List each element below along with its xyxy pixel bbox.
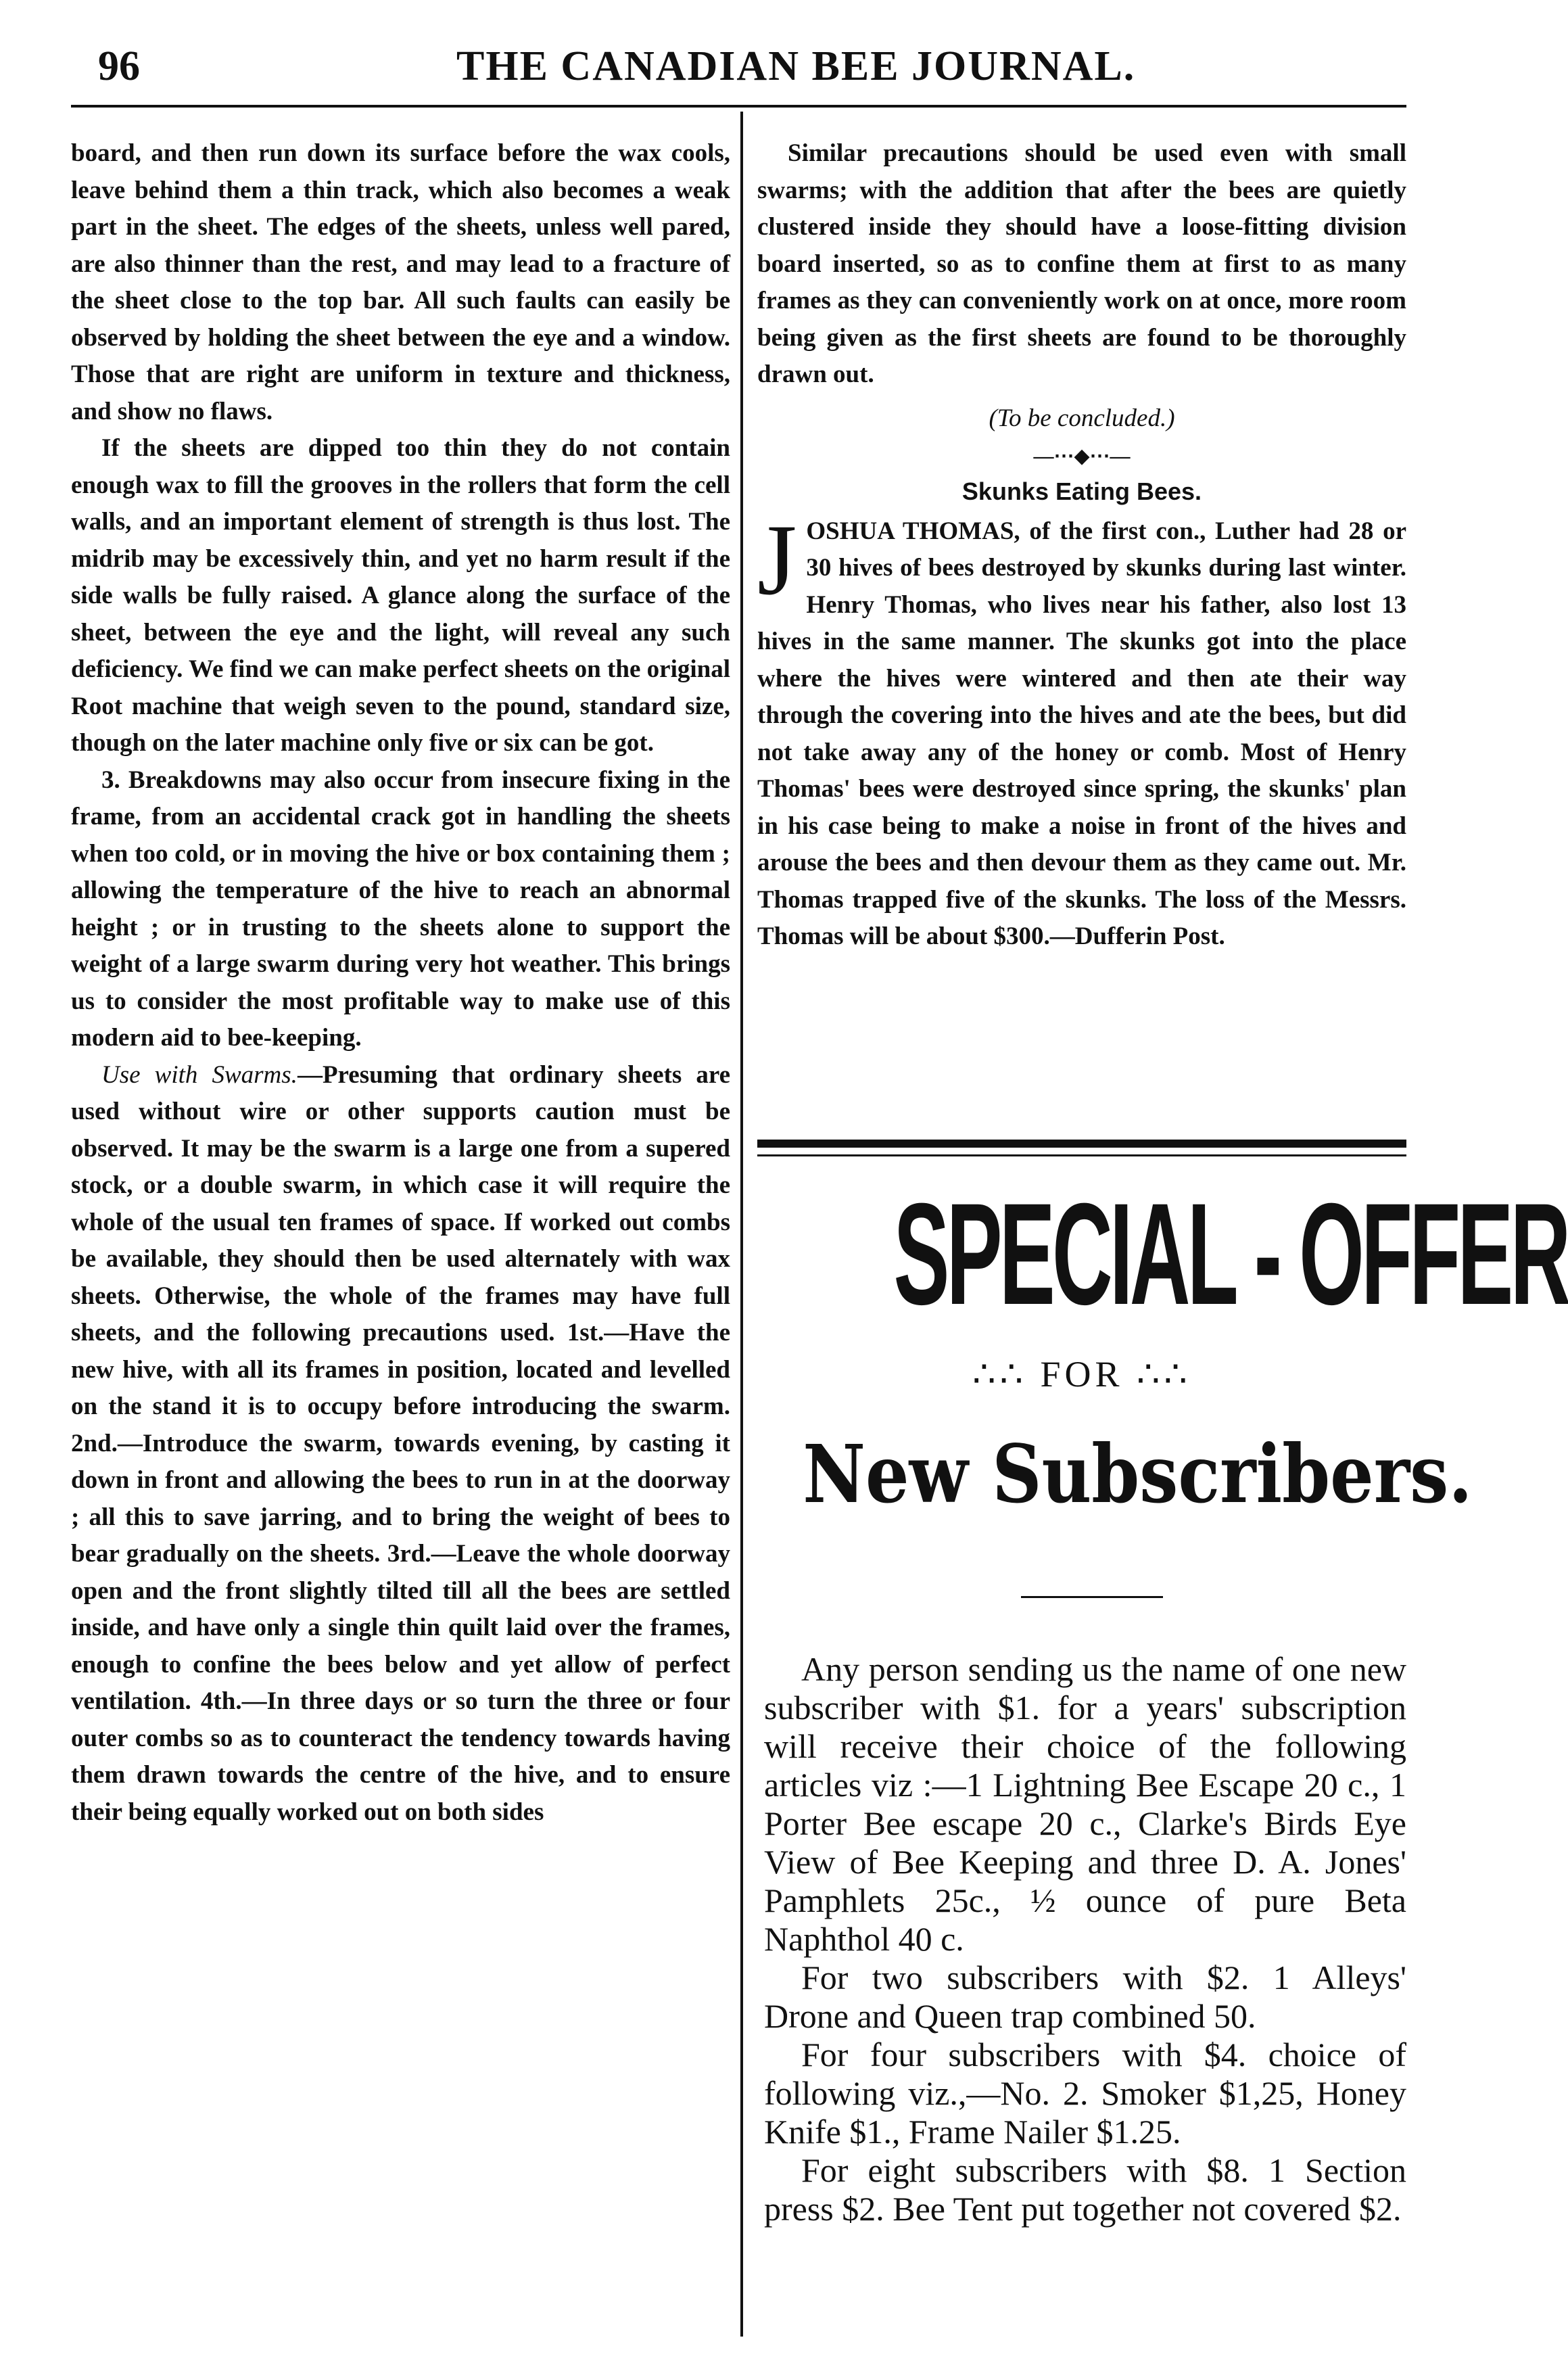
ad-rule-thick [757, 1140, 1406, 1148]
page-header [57, 37, 1410, 105]
ad-body [764, 1650, 1406, 2228]
left-paragraph-2: If the sheets are dipped too thin they do not contain enough wax to fill the grooves in the rollers that form the cell walls, and an important element of strength is thus lost. The midrib may be excessively thin, and yet no harm result if the side walls be fully raised. A glance along the surface of the sheet, between the eye and the light, will reveal any such deficiency. We find we can make perfect sheets on the original Root machine that weigh seven to the pound, standard size, though on the later machine only five or six can be got. [71, 434, 730, 757]
drop-cap: J [757, 503, 797, 616]
left-paragraph-4-text: —Presuming that ordinary sheets are used without wire or other supports caution must be observed. It may be the swarm is a large one from a supered stock, or a double swarm, in which case it will require the whole of the usual ten frames of space. If worked out combs be available, they should then be used alternately with wax sheets. Otherwise, the whole of the frames may have full sheets, and the following precautions used. 1st.—Have the new hive, with all its frames in position, located and levelled on the stand it is to occupy before introducing the swarm. 2nd.—Introduce the swarm, towards evening, by casting it down in front and allowing the bees to run in at the doorway ; all this to save jarring, and to bring the weight of bees to bear gradually on the sheets. 3rd.—Leave the whole doorway open and the front slightly tilted till all the bees are settled inside, and have only a single thin quilt laid over the frames, enough to confine the bees below and yet allow of perfect ventilation. 4th.—In three days or so turn the three or four outer combs so as to counteract the tendency towards having them drawn towards the centre of the hive, and to ensure their being equally worked out on both sides [71, 1060, 730, 1826]
article-body: , of the first con., Luther had 28 or 30 hives of bees destroyed by skunks during last winter. Henry Thomas, who lives near his father, also lost 13 hives in the same manner. The skunks got into the place where the hives were wintered and then ate their way through the covering into the hives and ate the bees, but did not take away any of the honey or comb. Most of Henry Thomas' bees were destroyed since spring, the skunks' plan in his case being to make a noise in front of the hives and arouse the bees and then devour them as they came out. Mr. Thomas trapped five of the skunks. The loss of the Messrs. Thomas will be about $300.—Dufferin Post. [757, 517, 1407, 950]
left-paragraph-1: board, and then run down its surface before the wax cools, leave behind them a thin track, which also becomes a weak part in the sheet. The edges of the sheets, unless well pared, are also thinner than the rest, and may lead to a fracture of the sheet close to the top bar. All such faults can easily be observed by holding the sheet between the eye and a window. Those that are right are uniform in texture and thickness, and show no flaws. [71, 139, 730, 425]
to-be-concluded: (To be concluded.) [989, 404, 1175, 432]
ornament-divider: —⋯◆⋯— [1033, 445, 1131, 467]
ad-paragraph-4: For eight subscribers with $8. 1 Section press $2. Bee Tent put together not covered $2. [764, 2151, 1406, 2228]
left-paragraph-3: 3. Breakdowns may also occur from insecure fixing in the frame, from an accidental crack got in handling the sheets when too cold, or in moving the hive or box containing them ; allowing the temperature of the hive to reach an abnormal height ; or in trusting to the sheets alone to support the weight of a large swarm during very hot weather. This brings us to consider the most profitable way to make use of this modern aid to bee-keeping. [71, 766, 730, 1052]
left-column [71, 135, 730, 1831]
article-paragraph [757, 503, 1407, 956]
ad-paragraph-1: Any person sending us the name of one new subscriber with $1. for a years' subscription will receive their choice of the following articles viz :—1 Lightning Bee Escape 20 c., 1 Porter Bee escape 20 c., Clarke's Birds Eye View of Bee Keeping and three D. A. Jones' Pamphlets 25c., ½ ounce of pure Beta Naphthol 40 c. [764, 1650, 1406, 1958]
left-paragraph-4 [71, 1057, 730, 1831]
column-divider [740, 112, 743, 2337]
ad-paragraph-3: For four subscribers with $4. choice of following viz.,—No. 2. Smoker $1,25, Honey Knife $1., Frame Nailer $1.25. [764, 2036, 1406, 2151]
right-column [757, 135, 1406, 956]
article-title: Skunks Eating Bees. [961, 477, 1202, 505]
page-number: 96 [98, 43, 140, 89]
article-lead-words: OSHUA THOMAS [806, 517, 1014, 545]
ad-for-line: ∴∴ FOR ∴∴ [972, 1354, 1191, 1395]
header-rule [71, 105, 1406, 108]
ad-rule-thin [757, 1154, 1406, 1156]
ad-short-rule [1021, 1596, 1163, 1598]
journal-title: THE CANADIAN BEE JOURNAL. [456, 43, 1136, 89]
ad-paragraph-2: For two subscribers with $2. 1 Alleys' Drone and Queen trap combined 50. [764, 1959, 1406, 2035]
ad-headline: SPECIAL - OFFER [893, 1173, 1568, 1335]
ad-subhead: New Subscribers. [803, 1427, 1473, 1521]
use-with-swarms-heading: Use with Swarms. [101, 1060, 298, 1089]
right-paragraph-1: Similar precautions should be used even with small swarms; with the addition that after the bees are quietly clustered inside they should have a loose-fitting division board inserted, so as to confine them at first to as many frames as they can conveniently work on at once, more room being given as the first sheets are found to be thoroughly drawn out. [757, 139, 1406, 388]
